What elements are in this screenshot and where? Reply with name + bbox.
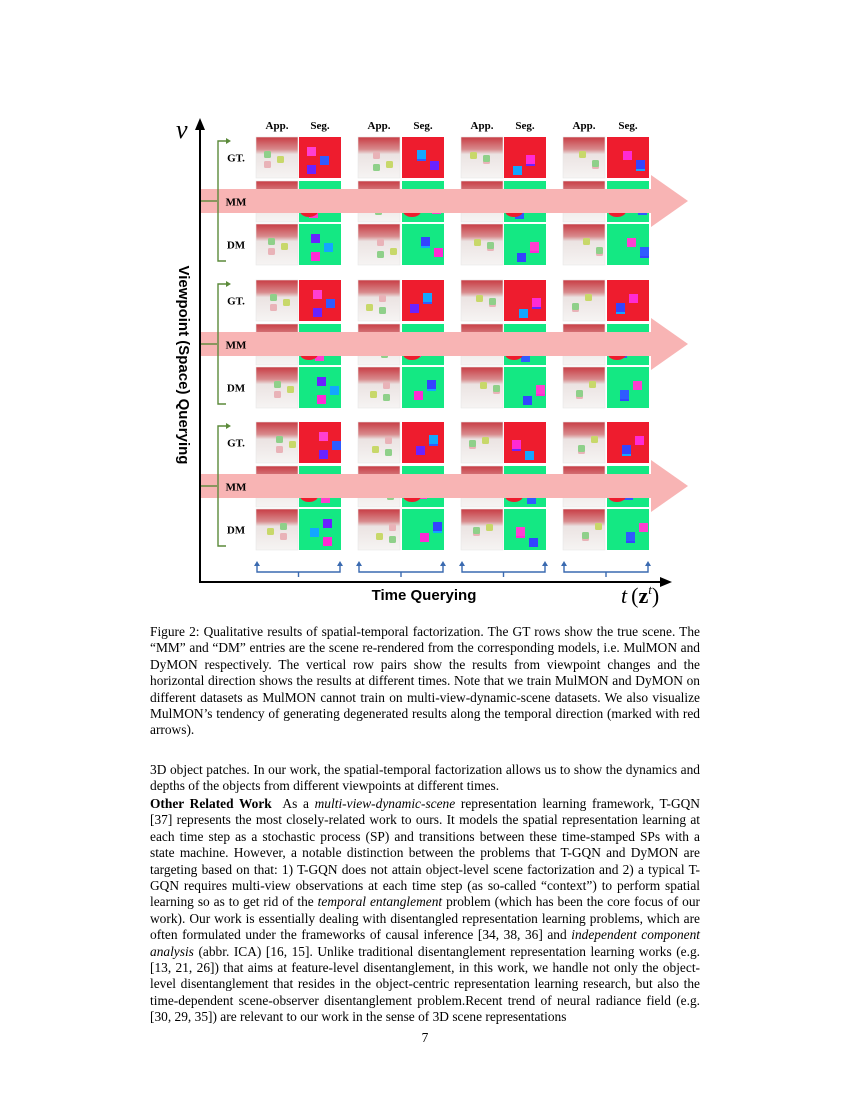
scene-object xyxy=(493,385,500,392)
scene-object xyxy=(476,295,483,302)
scene-object xyxy=(483,155,490,162)
x-axis-arrowhead xyxy=(660,577,672,587)
time-bracket xyxy=(359,565,443,572)
appearance-image xyxy=(461,509,503,550)
segment-blob xyxy=(636,160,645,169)
scene-object xyxy=(489,298,496,305)
para2-text-c: problem (which has been the core focus of our work). Our work is essentially dealing with disentangled representation learning problems, which are often formulated under the frameworks of causal inference [34, 38, 36] and xyxy=(150,894,700,943)
x-axis-symbol-close: ) xyxy=(651,583,660,608)
segment-blob xyxy=(332,441,341,450)
appearance-image xyxy=(563,422,605,463)
scene-object xyxy=(591,436,598,443)
segment-blob xyxy=(530,242,539,251)
segment-blob xyxy=(307,165,316,174)
scene-object xyxy=(480,382,487,389)
time-bracket xyxy=(564,565,648,572)
figure-caption: Figure 2: Qualitative results of spatial-temporal factorization. The GT rows show the true scene. The “MM” and “DM” entries are the scene re-rendered from the corresponding models, i.e. MulMON and DyMON respectively. The vertical row pairs show the results from viewpoint changes and the horizontal direction shows the results at different times. Note that we train MulMON and DyMON on different datasets as MulMON cannot train on multi-view-dynamic-scene datasets. We also visualize MulMON’s tendency of generating degenerated results along the temporal direction (marked with red arrows). xyxy=(150,624,700,738)
scene-object xyxy=(376,533,383,540)
scene-object xyxy=(289,441,296,448)
segment-blob xyxy=(517,253,526,262)
segmentation-image xyxy=(402,367,444,408)
temporal-band-1 xyxy=(200,189,652,213)
scene-object xyxy=(377,251,384,258)
scene-object xyxy=(277,156,284,163)
scene-object xyxy=(372,446,379,453)
temporal-band-3 xyxy=(200,474,652,498)
scene-object xyxy=(486,524,493,531)
segment-blob xyxy=(513,166,522,175)
x-axis-title: Time Querying xyxy=(371,587,477,604)
row-label-gt: GT. xyxy=(227,437,245,450)
scene-object xyxy=(576,390,583,397)
segmentation-image xyxy=(504,137,546,178)
scene-object xyxy=(386,161,393,168)
scene-object xyxy=(474,239,481,246)
scene-object xyxy=(264,151,271,158)
row-label-gt: GT. xyxy=(227,295,245,308)
segment-blob xyxy=(319,450,328,459)
scene-object xyxy=(589,381,596,388)
appearance-image xyxy=(461,137,503,178)
time-bracket-arrow xyxy=(459,561,465,566)
time-bracket-arrow xyxy=(645,561,651,566)
scene-object xyxy=(283,299,290,306)
scene-object xyxy=(373,164,380,171)
segment-blob xyxy=(627,238,636,247)
x-axis-symbol-superscript: t xyxy=(648,582,652,597)
row-label-mm: MM xyxy=(225,481,247,494)
segment-blob xyxy=(330,386,339,395)
segment-blob xyxy=(427,380,436,389)
scene-object xyxy=(389,536,396,543)
segmentation-image xyxy=(299,509,341,550)
segment-blob xyxy=(320,156,329,165)
para2-emphasis-1: multi-view-dynamic-scene xyxy=(314,796,456,811)
segment-blob xyxy=(430,161,439,170)
scene-object xyxy=(276,446,283,453)
viewpoint-bracket-arrow xyxy=(226,138,231,144)
scene-object xyxy=(572,303,579,310)
viewpoint-bracket-arrow xyxy=(226,423,231,429)
scene-object xyxy=(482,437,489,444)
y-axis-arrowhead xyxy=(195,118,205,130)
segment-blob xyxy=(410,304,419,313)
segment-blob xyxy=(421,237,430,246)
y-axis-title: Viewpoint (Space) Querying xyxy=(175,265,192,465)
scene-object xyxy=(280,533,287,540)
body-paragraph-1: 3D object patches. In our work, the spatial-temporal factorization allows us to show the dynamics and depths of the objects from different viewpoints at different times. xyxy=(150,762,700,794)
segment-blob xyxy=(633,381,642,390)
appearance-image xyxy=(563,280,605,321)
time-brackets xyxy=(254,561,651,577)
segment-blob xyxy=(326,299,335,308)
scene-object xyxy=(592,160,599,167)
segment-blob xyxy=(532,298,541,307)
scene-object xyxy=(487,242,494,249)
segmentation-image xyxy=(607,367,649,408)
scene-object xyxy=(268,238,275,245)
segment-blob xyxy=(311,234,320,243)
scene-object xyxy=(473,527,480,534)
column-header-seg: Seg. xyxy=(413,120,433,132)
scene-object xyxy=(267,528,274,535)
scene-object xyxy=(390,248,397,255)
para2-text-a: As a xyxy=(282,796,309,811)
segment-blob xyxy=(423,293,432,302)
temporal-arrowhead-3 xyxy=(651,460,688,512)
segment-blob xyxy=(640,247,649,256)
scene-object xyxy=(585,294,592,301)
para2-emphasis-2: temporal entanglement xyxy=(317,894,443,910)
segment-blob xyxy=(523,396,532,405)
scene-object xyxy=(274,381,281,388)
segment-blob xyxy=(414,391,423,400)
scene-object xyxy=(582,532,589,539)
scene-object xyxy=(287,386,294,393)
segment-blob xyxy=(519,309,528,318)
segment-blob xyxy=(639,523,648,532)
row-label-dm: DM xyxy=(226,239,246,252)
appearance-image xyxy=(358,422,400,463)
scene-object xyxy=(268,248,275,255)
scene-object xyxy=(281,243,288,250)
time-bracket-arrow xyxy=(356,561,362,566)
scene-object xyxy=(385,437,392,444)
scene-object xyxy=(579,151,586,158)
scene-object xyxy=(469,440,476,447)
segment-blob xyxy=(620,390,629,399)
appearance-image xyxy=(358,367,400,408)
page-number: 7 xyxy=(421,1030,429,1045)
segment-blob xyxy=(307,147,316,156)
para2-emphasis-3: independent component analysis xyxy=(150,927,701,959)
viewpoint-bracket-arrow xyxy=(226,281,231,287)
row-label-gt: GT. xyxy=(227,152,245,165)
column-header-seg: Seg. xyxy=(515,120,535,132)
row-label-dm: DM xyxy=(226,382,246,395)
time-bracket-arrow xyxy=(542,561,548,566)
segment-blob xyxy=(526,155,535,164)
column-headers xyxy=(266,120,638,132)
segment-blob xyxy=(310,528,319,537)
segment-blob xyxy=(433,522,442,531)
para2-text-b: representation learning framework, T-GQN [37] represents the most closely-related work to ours. It models the spatial representation learning at each time step as a stochastic process (SP) and transitions between these time-stamped SPs with a state machine. However, a notable distinction between the problems that T-GQN and DyMON are targeting based on that: 1) T-GQN does not attain object-level scene factorization and 2) a typical T-GQN requires multi-view observations at each time step (as so-called “context”) to perform spatial learning so as to get rid of the xyxy=(150,796,700,910)
segment-blob xyxy=(635,436,644,445)
segment-blob xyxy=(616,303,625,312)
row-label-dm: DM xyxy=(226,524,246,537)
scene-object xyxy=(276,436,283,443)
appearance-image xyxy=(256,224,298,265)
scene-object xyxy=(373,152,380,159)
y-axis-symbol: v xyxy=(176,115,188,144)
appearance-image xyxy=(563,367,605,408)
segment-blob xyxy=(420,533,429,542)
segment-blob xyxy=(324,243,333,252)
segment-blob xyxy=(311,252,320,261)
segment-blob xyxy=(317,377,326,386)
column-header-app: App. xyxy=(470,120,494,132)
appearance-image xyxy=(461,224,503,265)
segment-blob xyxy=(516,527,525,536)
temporal-band-2 xyxy=(200,332,652,356)
segment-blob xyxy=(623,151,632,160)
scene-object xyxy=(270,294,277,301)
segment-blob xyxy=(626,532,635,541)
scene-object xyxy=(383,394,390,401)
scene-object xyxy=(578,445,585,452)
segment-blob xyxy=(323,537,332,546)
scene-object xyxy=(596,247,603,254)
scene-object xyxy=(370,391,377,398)
segment-blob xyxy=(525,451,534,460)
body-paragraph-2 xyxy=(150,796,700,1026)
scene-object xyxy=(583,238,590,245)
scene-object xyxy=(385,449,392,456)
x-axis-symbol: t $(z^t)$ xyxy=(621,582,660,608)
segmentation-image xyxy=(607,280,649,321)
segment-blob xyxy=(319,432,328,441)
column-header-app: App. xyxy=(367,120,391,132)
scene-object xyxy=(274,391,281,398)
segment-blob xyxy=(313,308,322,317)
segment-blob xyxy=(323,519,332,528)
scene-object xyxy=(379,307,386,314)
column-header-app: App. xyxy=(265,120,289,132)
segment-blob xyxy=(622,445,631,454)
column-header-app: App. xyxy=(572,120,596,132)
time-bracket xyxy=(462,565,545,572)
segment-blob xyxy=(429,435,438,444)
segment-blob xyxy=(512,440,521,449)
segment-blob xyxy=(629,294,638,303)
time-bracket xyxy=(257,565,340,572)
temporal-arrowhead-2 xyxy=(651,318,688,370)
scene-object xyxy=(264,161,271,168)
segment-blob xyxy=(529,538,538,547)
scene-object xyxy=(379,295,386,302)
appearance-image xyxy=(256,509,298,550)
scene-object xyxy=(280,523,287,530)
scene-object xyxy=(595,523,602,530)
segment-blob xyxy=(417,150,426,159)
row-label-mm: MM xyxy=(225,196,247,209)
scene-object xyxy=(270,304,277,311)
segment-blob xyxy=(536,385,545,394)
para2-text-d: (abbr. ICA) [16, 15]. Unlike traditional disentanglement representation learning works (e.g. [13, 21, 26]) that aims at feature-level disentanglement, in this work, we handle not only the object-level disentanglement that resides in the object-centric representation learning research, but also the time-dependent scene-observer disentanglement problem.Recent trend of neural radiance field (e.g. [30, 29, 35]) are relevant to our work in the sense of 3D scene representations xyxy=(150,943,700,1025)
time-bracket-arrow xyxy=(337,561,343,566)
column-header-seg: Seg. xyxy=(618,120,638,132)
segment-blob xyxy=(317,395,326,404)
scene-object xyxy=(470,152,477,159)
time-bracket-arrow xyxy=(561,561,567,566)
row-label-mm: MM xyxy=(225,339,247,352)
scene-object xyxy=(389,524,396,531)
segment-blob xyxy=(434,248,443,257)
time-bracket-arrow xyxy=(254,561,260,566)
scene-object xyxy=(383,382,390,389)
temporal-arrowhead-1 xyxy=(651,175,688,227)
section-heading-other-related-work: Other Related Work xyxy=(150,796,272,811)
segment-blob xyxy=(416,446,425,455)
scene-object xyxy=(366,304,373,311)
time-bracket-arrow xyxy=(440,561,446,566)
column-header-seg: Seg. xyxy=(310,120,330,132)
appearance-image xyxy=(256,280,298,321)
segment-blob xyxy=(313,290,322,299)
scene-object xyxy=(377,239,384,246)
